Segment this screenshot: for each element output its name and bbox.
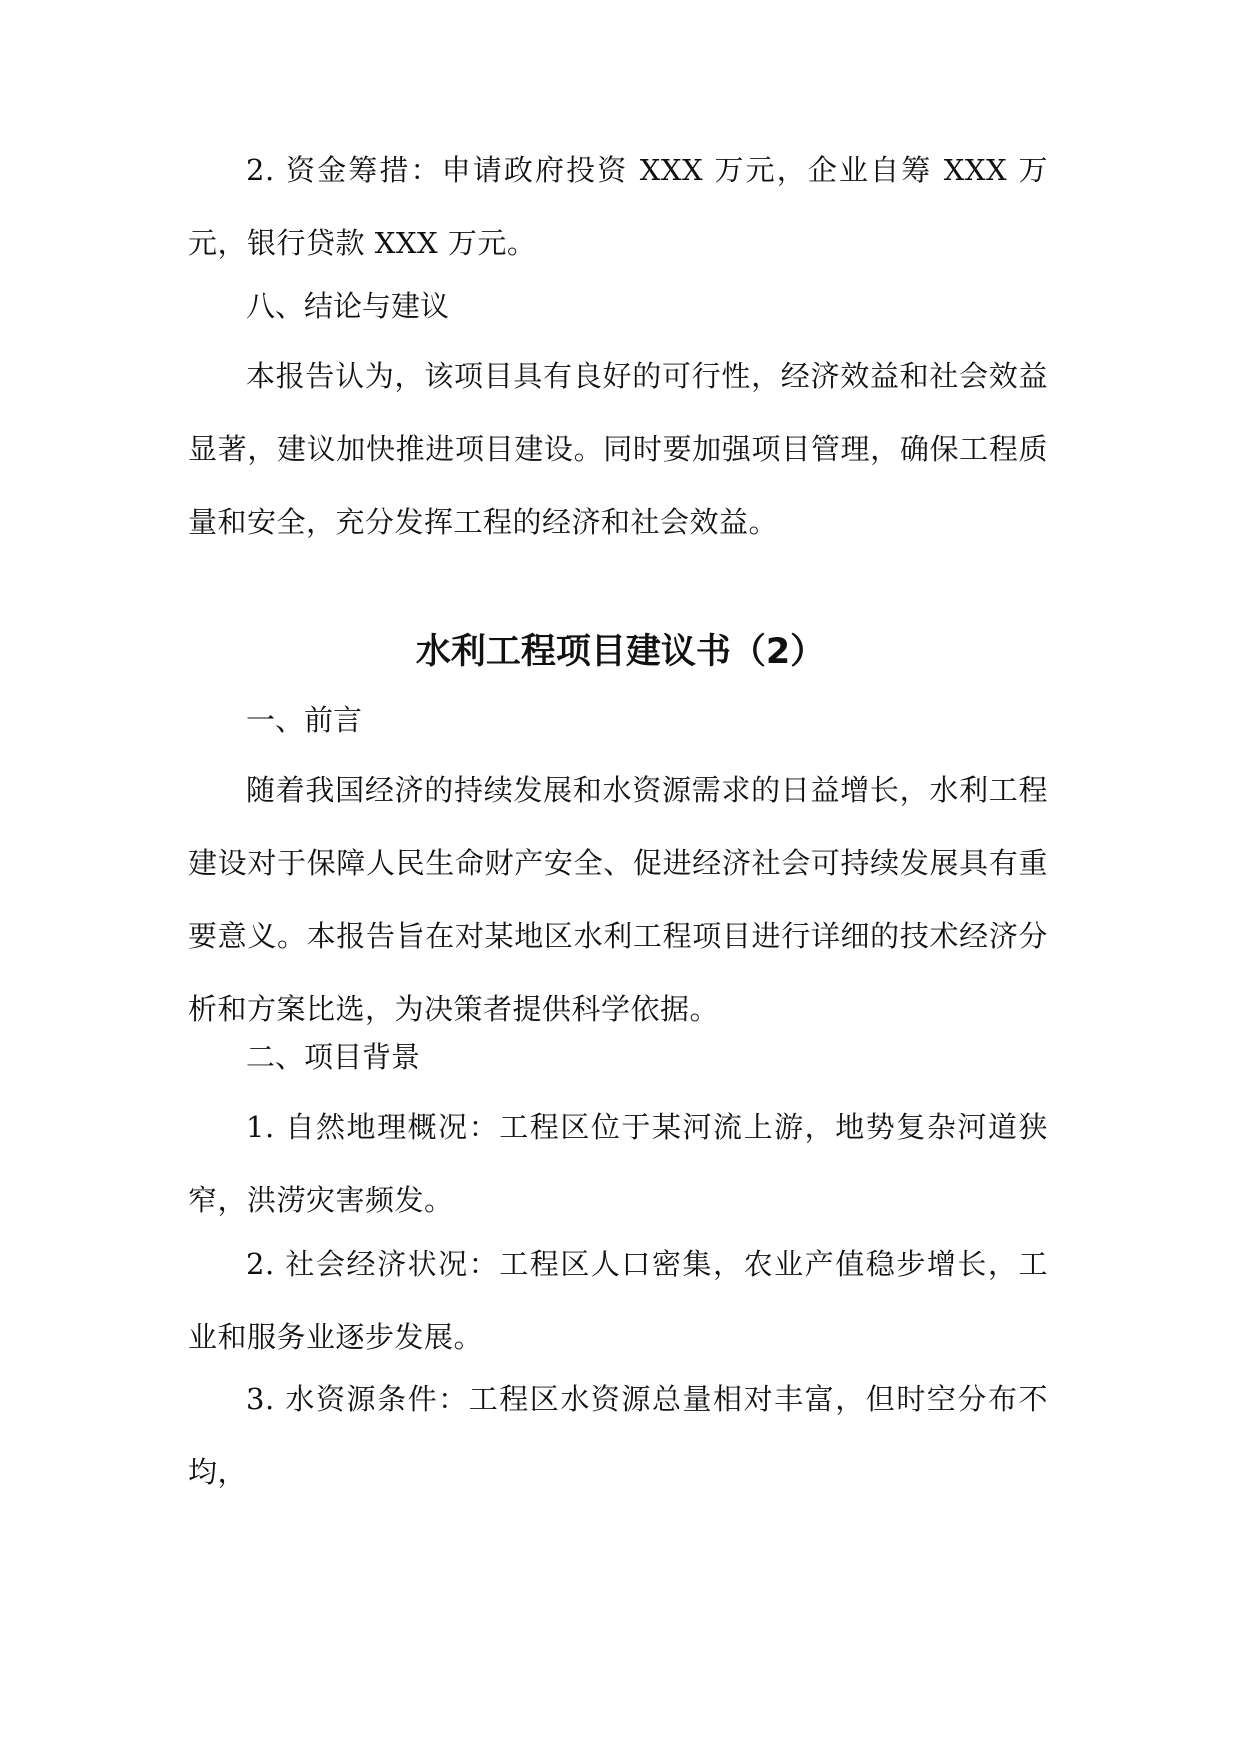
background-item-1: 1. 自然地理概况：工程区位于某河流上游，地势复杂河道狭窄，洪涝灾害频发。 (188, 1110, 1048, 1217)
preface-heading: 一、前言 (246, 703, 363, 737)
preface-paragraph: 随着我国经济的持续发展和水资源需求的日益增长，水利工程建设对于保障人民生命财产安全、促进经济社会可持续发展具有重要意义。本报告旨在对某地区水利工程项目进行详细的技术经济分析和方案比选，为决策者提供科学依据。 (188, 773, 1048, 1026)
background-item-2: 2. 社会经济状况：工程区人口密集，农业产值稳步增长，工业和服务业逐步发展。 (188, 1247, 1048, 1354)
background-item-3: 3. 水资源条件：工程区水资源总量相对丰富，但时空分布不均， (188, 1382, 1048, 1489)
document-title: 水利工程项目建议书（2） (415, 632, 826, 672)
funding-paragraph: 2. 资金筹措：申请政府投资 XXX 万元，企业自筹 XXX 万元，银行贷款 XXX 万元。 (188, 153, 1048, 260)
conclusion-heading: 八、结论与建议 (246, 289, 450, 323)
conclusion-paragraph: 本报告认为，该项目具有良好的可行性，经济效益和社会效益显著，建议加快推进项目建设。同时要加强项目管理，确保工程质量和安全，充分发挥工程的经济和社会效益。 (188, 359, 1048, 539)
background-heading: 二、项目背景 (246, 1040, 421, 1074)
